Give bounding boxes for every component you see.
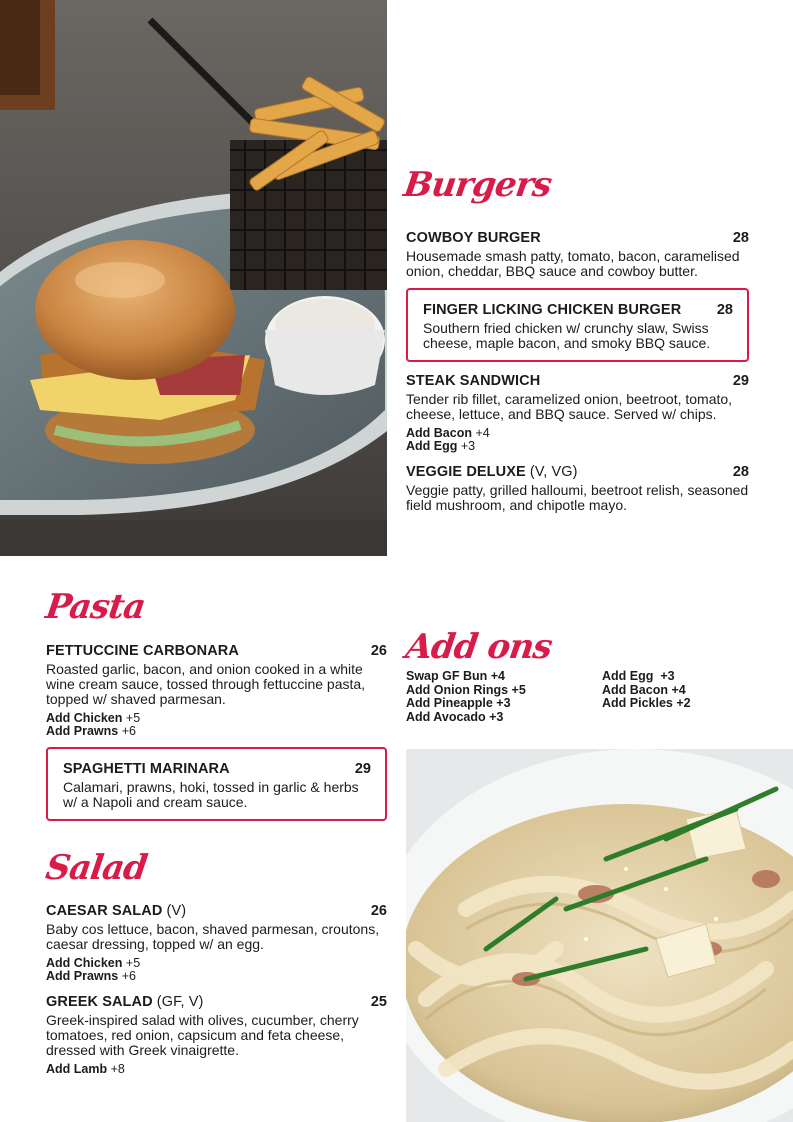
addon-option: Add Pineapple +3 xyxy=(406,696,511,710)
item-addons xyxy=(46,957,387,983)
addon-option: Add Egg +3 xyxy=(602,669,675,683)
item-name: SPAGHETTI MARINARA xyxy=(63,761,230,777)
item-description: Veggie patty, grilled halloumi, beetroot relish, seasoned field mushroom, and chipotle mayo. xyxy=(406,482,749,513)
salad-section xyxy=(46,903,387,1087)
addons-section xyxy=(406,670,762,724)
item-name xyxy=(46,994,203,1010)
item-name-text: CAESAR SALAD xyxy=(46,903,163,919)
item-name-text: GREEK SALAD xyxy=(46,994,153,1010)
addon-label: Add Lamb xyxy=(46,1062,108,1076)
addon-price: +4 xyxy=(475,426,490,440)
item-name: STEAK SANDWICH xyxy=(406,373,541,389)
dietary-tags: (V) xyxy=(166,903,187,919)
menu-item-steak-sandwich xyxy=(406,373,749,453)
addon-option: Add Onion Rings +5 xyxy=(406,682,526,697)
addon-price: +5 xyxy=(125,956,141,970)
item-addons xyxy=(406,427,749,453)
addons-column-left xyxy=(406,670,602,724)
dietary-tags: (V, VG) xyxy=(529,464,578,480)
addon-option xyxy=(46,725,387,738)
item-price: 25 xyxy=(370,994,387,1010)
item-addons xyxy=(46,712,387,738)
menu-item-veggie-deluxe xyxy=(406,464,749,513)
item-description: Southern fried chicken w/ crunchy slaw, Swiss cheese, maple bacon, and smoky BBQ sauce. xyxy=(423,320,711,351)
addon-option: Add Pickles +2 xyxy=(602,696,691,710)
menu-item-cowboy-burger xyxy=(406,230,749,279)
item-price: 28 xyxy=(732,464,749,480)
addon-price: +6 xyxy=(121,969,136,983)
item-name: COWBOY BURGER xyxy=(406,230,541,246)
item-price: 26 xyxy=(370,903,387,919)
item-price: 28 xyxy=(716,302,733,318)
addon-price: +8 xyxy=(110,1062,125,1076)
item-description: Greek-inspired salad with olives, cucumber, cherry tomatoes, red onion, capsicum and feta cheese, dressed with Greek vinaigrette. xyxy=(46,1012,359,1058)
addon-option xyxy=(406,440,749,453)
menu-item-chicken-burger-featured xyxy=(406,288,749,362)
item-name: FETTUCCINE CARBONARA xyxy=(46,643,239,659)
item-description: Calamari, prawns, hoki, tossed in garlic & herbs w/ a Napoli and cream sauce. xyxy=(63,779,359,810)
addon-option xyxy=(46,970,387,983)
addon-price: +6 xyxy=(121,724,136,738)
pasta-heading: Pasta xyxy=(43,587,148,627)
addon-option: Add Avocado +3 xyxy=(406,709,504,724)
addon-price: +5 xyxy=(125,711,141,725)
addon-label: Add Bacon xyxy=(406,426,472,440)
pasta-section xyxy=(46,643,387,832)
menu-item-caesar-salad xyxy=(46,903,387,983)
salad-heading: Salad xyxy=(43,848,150,888)
addon-option: Swap GF Bun +4 xyxy=(406,669,505,683)
menu-item-spaghetti-marinara-featured xyxy=(46,747,387,821)
item-description: Housemade smash patty, tomato, bacon, caramelised onion, cheddar, BBQ sauce and cowboy butter. xyxy=(406,248,740,279)
addon-label: Add Chicken xyxy=(46,956,123,970)
addons-heading: Add ons xyxy=(403,627,555,667)
burgers-section xyxy=(406,230,749,524)
item-name xyxy=(406,464,578,480)
item-description: Tender rib fillet, caramelized onion, beetroot, tomato, cheese, lettuce, and BBQ sauce. Served w/ chips. xyxy=(406,391,733,422)
menu-item-greek-salad xyxy=(46,994,387,1076)
addons-column-right xyxy=(602,670,762,724)
addon-label: Add Prawns xyxy=(46,724,119,738)
item-price: 28 xyxy=(732,230,749,246)
addon-price: +3 xyxy=(460,439,476,453)
burgers-heading: Burgers xyxy=(401,165,554,205)
item-description: Baby cos lettuce, bacon, shaved parmesan, croutons, caesar dressing, topped w/ an egg. xyxy=(46,921,380,952)
fettuccine-carbonara-photo xyxy=(406,749,793,1122)
item-description: Roasted garlic, bacon, and onion cooked in a white wine cream sauce, tossed through fettuccine pasta, topped w/ shaved parmesan. xyxy=(46,661,366,707)
chicken-burger-photo xyxy=(0,0,387,556)
item-price: 29 xyxy=(354,761,371,777)
item-price: 26 xyxy=(370,643,387,659)
addon-label: Add Egg xyxy=(406,439,458,453)
item-price: 29 xyxy=(732,373,749,389)
item-name xyxy=(46,903,186,919)
item-name-text: VEGGIE DELUXE xyxy=(406,464,526,480)
item-addons xyxy=(46,1063,387,1076)
addon-label: Add Prawns xyxy=(46,969,119,983)
addon-option xyxy=(46,1063,387,1076)
addon-option: Add Bacon +4 xyxy=(602,682,686,697)
addon-label: Add Chicken xyxy=(46,711,123,725)
menu-item-fettuccine-carbonara xyxy=(46,643,387,738)
dietary-tags: (GF, V) xyxy=(156,994,204,1010)
item-name: FINGER LICKING CHICKEN BURGER xyxy=(423,302,682,318)
